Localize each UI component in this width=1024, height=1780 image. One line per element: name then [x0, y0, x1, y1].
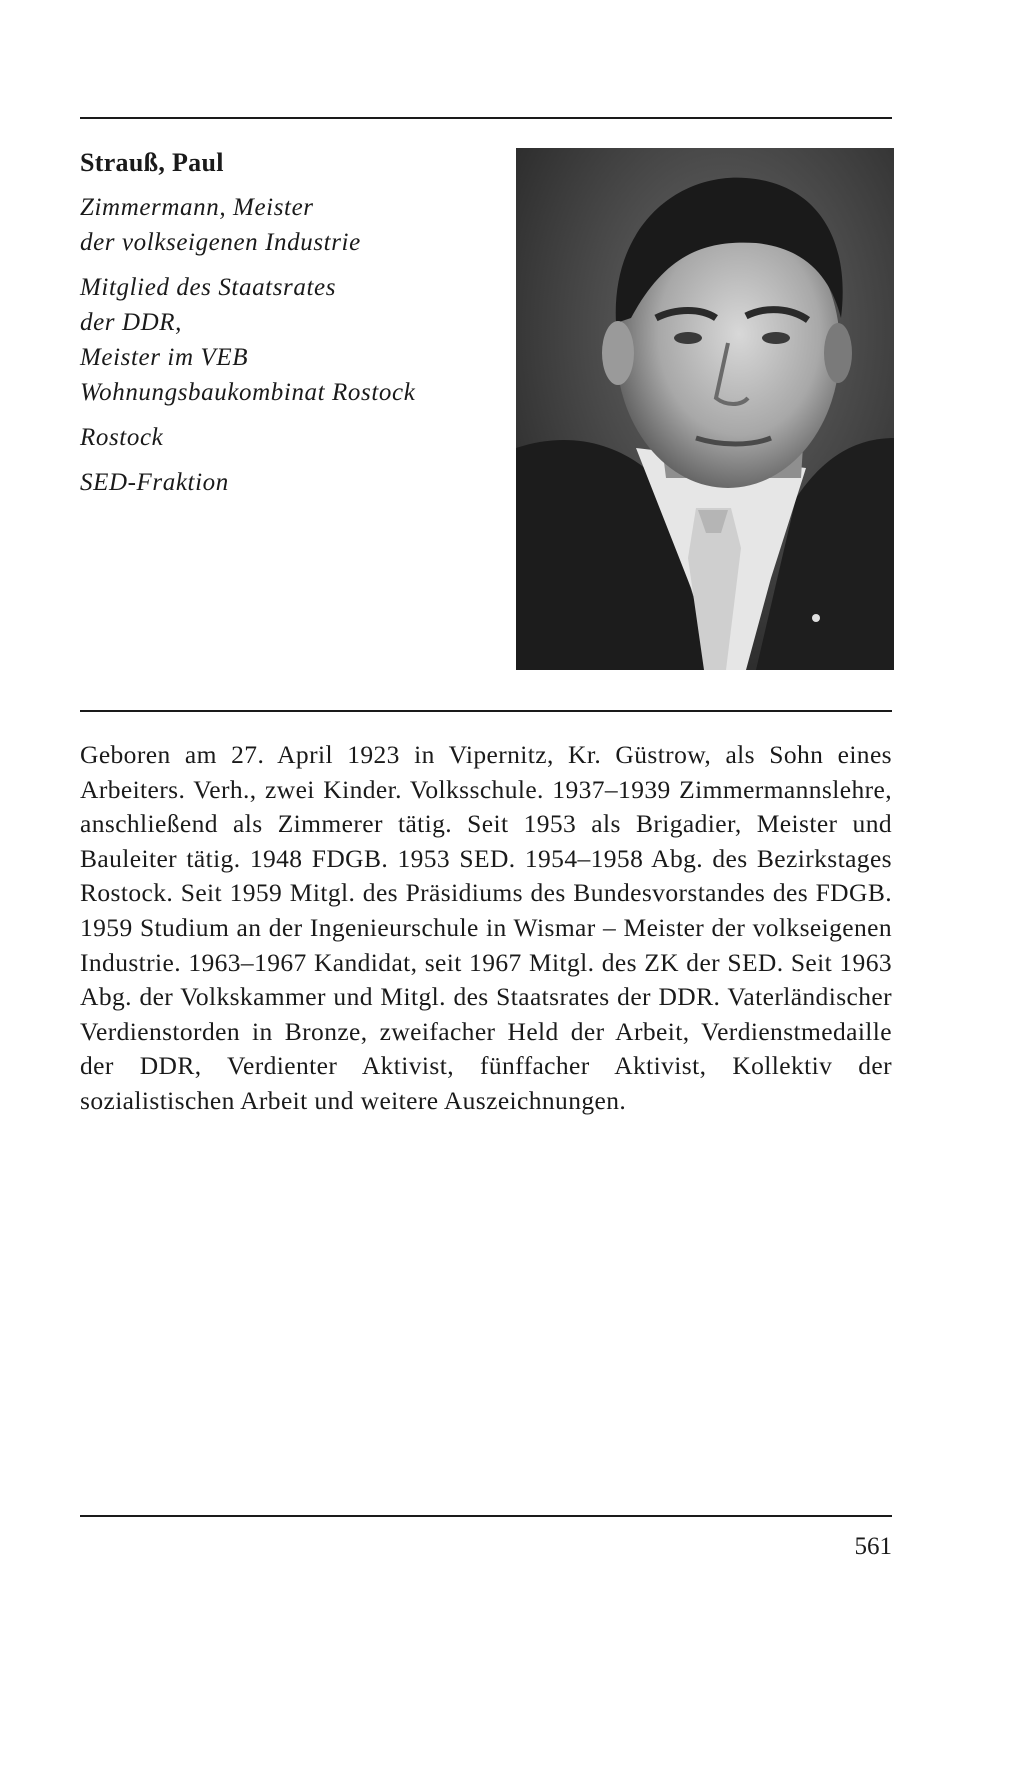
bottom-rule — [80, 1515, 892, 1517]
location-text: Rostock — [80, 424, 164, 451]
page-number: 561 — [854, 1533, 892, 1560]
positions-block — [80, 270, 500, 410]
biography-text: Geboren am 27. April 1923 in Vipernitz, Kr. Güstrow, als Sohn eines Arbeiters. Verh., zwei Kinder. Volksschule. 1937–1939 Zimmermannslehre, anschließend als Zimmerer tätig. Seit 1953 als Brigadier, Meister und Bauleiter tätig. 1948 FDGB. 1953 SED. 1954–1958 Abg. des Bezirkstages Rostock. Seit 1959 Mitgl. des Präsidiums des Bundesvorstandes des FDGB. 1959 Studium an der Ingenieurschule in Wismar – Meister der volkseigenen Industrie. 1963–1967 Kandidat, seit 1967 Mitgl. des ZK der SED. Seit 1963 Abg. der Volkskammer und Mitgl. des Staatsrates der DDR. Vaterländischer Verdienstorden in Bronze, zweifacher Held der Arbeit, Verdienstmedaille der DDR, Verdienter Aktivist, fünffacher Aktivist, Kollektiv der sozialistischen Arbeit und weitere Auszeichnungen. — [80, 740, 892, 1115]
occupation-line: der volkseigenen Industrie — [80, 229, 361, 256]
faction-text: SED-Fraktion — [80, 469, 229, 496]
position-line: Mitglied des Staatsrates — [80, 274, 337, 301]
location-block — [80, 420, 500, 455]
occupation-block — [80, 190, 500, 260]
middle-rule — [80, 710, 892, 712]
person-name: Strauß, Paul — [80, 148, 224, 177]
occupation-line: Zimmermann, Meister — [80, 194, 314, 221]
position-line: der DDR, — [80, 309, 183, 336]
faction-block — [80, 465, 500, 500]
entry-header — [80, 146, 500, 510]
top-rule — [80, 117, 892, 119]
position-line: Meister im VEB — [80, 344, 249, 371]
portrait-photo — [516, 148, 894, 670]
position-line: Wohnungsbaukombinat Rostock — [80, 379, 416, 406]
